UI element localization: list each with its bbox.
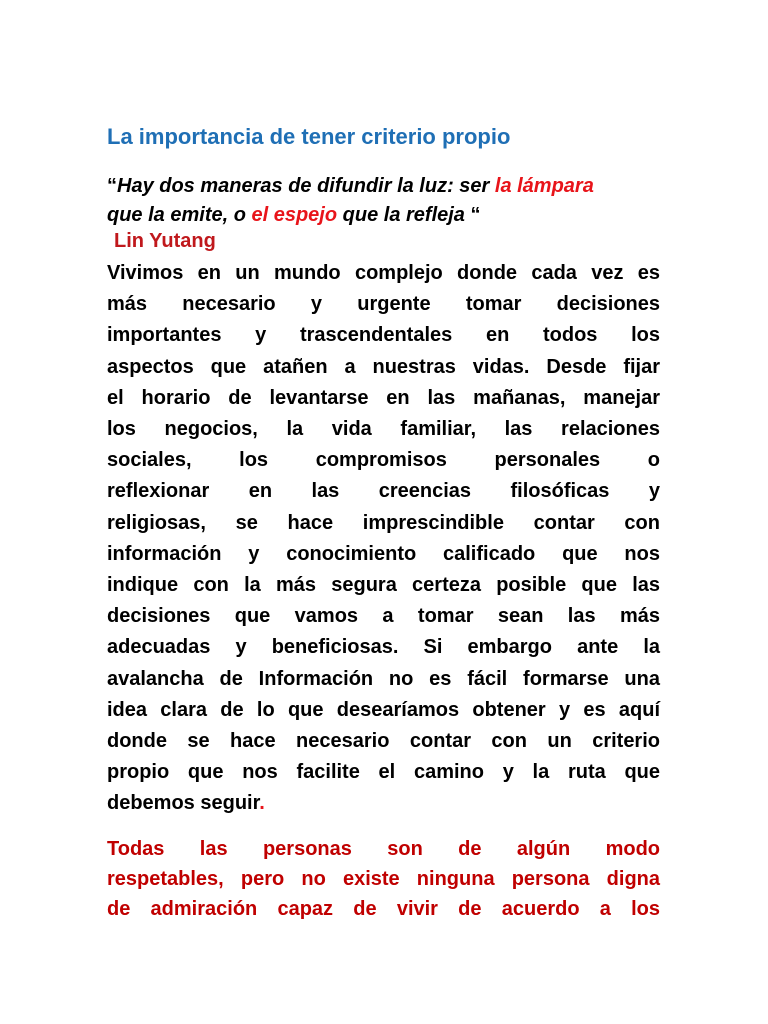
paragraph-1-line: avalancha de Información no es fácil formarse una	[107, 667, 660, 690]
quote-text-3: que la refleja	[337, 204, 465, 226]
paragraph-1-line: Vivimos en un mundo complejo donde cada vez es	[107, 262, 660, 284]
paragraph-1-line: indique con la más segura certeza posible que las	[107, 574, 660, 597]
paragraph-1-line: religiosas, se hace imprescindible contar con	[107, 511, 660, 534]
paragraph-1-line: reflexionar en las creencias filosóficas y	[107, 480, 660, 503]
paragraph-1-line: los negocios, la vida familiar, las relaciones	[107, 418, 660, 441]
paragraph-1-line: propio que nos facilite el camino y la ruta que	[107, 761, 660, 784]
document-title: La importancia de tener criterio propio	[107, 124, 511, 149]
paragraph-1-last-line	[107, 788, 660, 819]
paragraph-1-line: importantes y trascendentales en todos los	[107, 324, 660, 347]
paragraph-1-line: más necesario y urgente tomar decisiones	[107, 293, 660, 316]
paragraph-2-line: respetables, pero no existe ninguna persona digna	[107, 868, 660, 890]
quote-open-mark: “	[107, 175, 117, 197]
paragraph-1-line: decisiones que vamos a tomar sean las más	[107, 605, 660, 628]
paragraph-1-line: donde se hace necesario contar con un criterio	[107, 730, 660, 753]
quote-close-mark: “	[464, 204, 481, 226]
paragraph-1-end-mark: .	[259, 792, 265, 815]
quote-line-1	[107, 172, 667, 201]
paragraph-2	[107, 834, 660, 924]
paragraph-1	[107, 258, 660, 820]
quote-text-2: que la emite, o	[107, 204, 252, 226]
paragraph-1-line: aspectos que atañen a nuestras vidas. Desde fijar	[107, 355, 660, 378]
quote-highlight-mirror: el espejo	[251, 204, 338, 226]
paragraph-1-line: sociales, los compromisos personales o	[107, 449, 660, 472]
paragraph-2-line: de admiración capaz de vivir de acuerdo a los	[107, 898, 660, 920]
epigraph-quote	[107, 172, 667, 230]
quote-author: Lin Yutang	[114, 230, 216, 252]
paragraph-1-line: el horario de levantarse en las mañanas, manejar	[107, 386, 660, 409]
paragraph-1-line: adecuadas y beneficiosas. Si embargo ante la	[107, 636, 660, 659]
quote-highlight-lamp: la lámpara	[494, 175, 594, 197]
paragraph-1-last-text: debemos seguir	[107, 792, 260, 815]
paragraph-2-line: Todas las personas son de algún modo	[107, 838, 660, 860]
paragraph-1-line: idea clara de lo que desearíamos obtener y es aquí	[107, 698, 660, 721]
quote-text-1: Hay dos maneras de difundir la luz: ser	[117, 175, 495, 197]
paragraph-1-line: información y conocimiento calificado que nos	[107, 542, 660, 565]
quote-line-2	[107, 201, 667, 230]
